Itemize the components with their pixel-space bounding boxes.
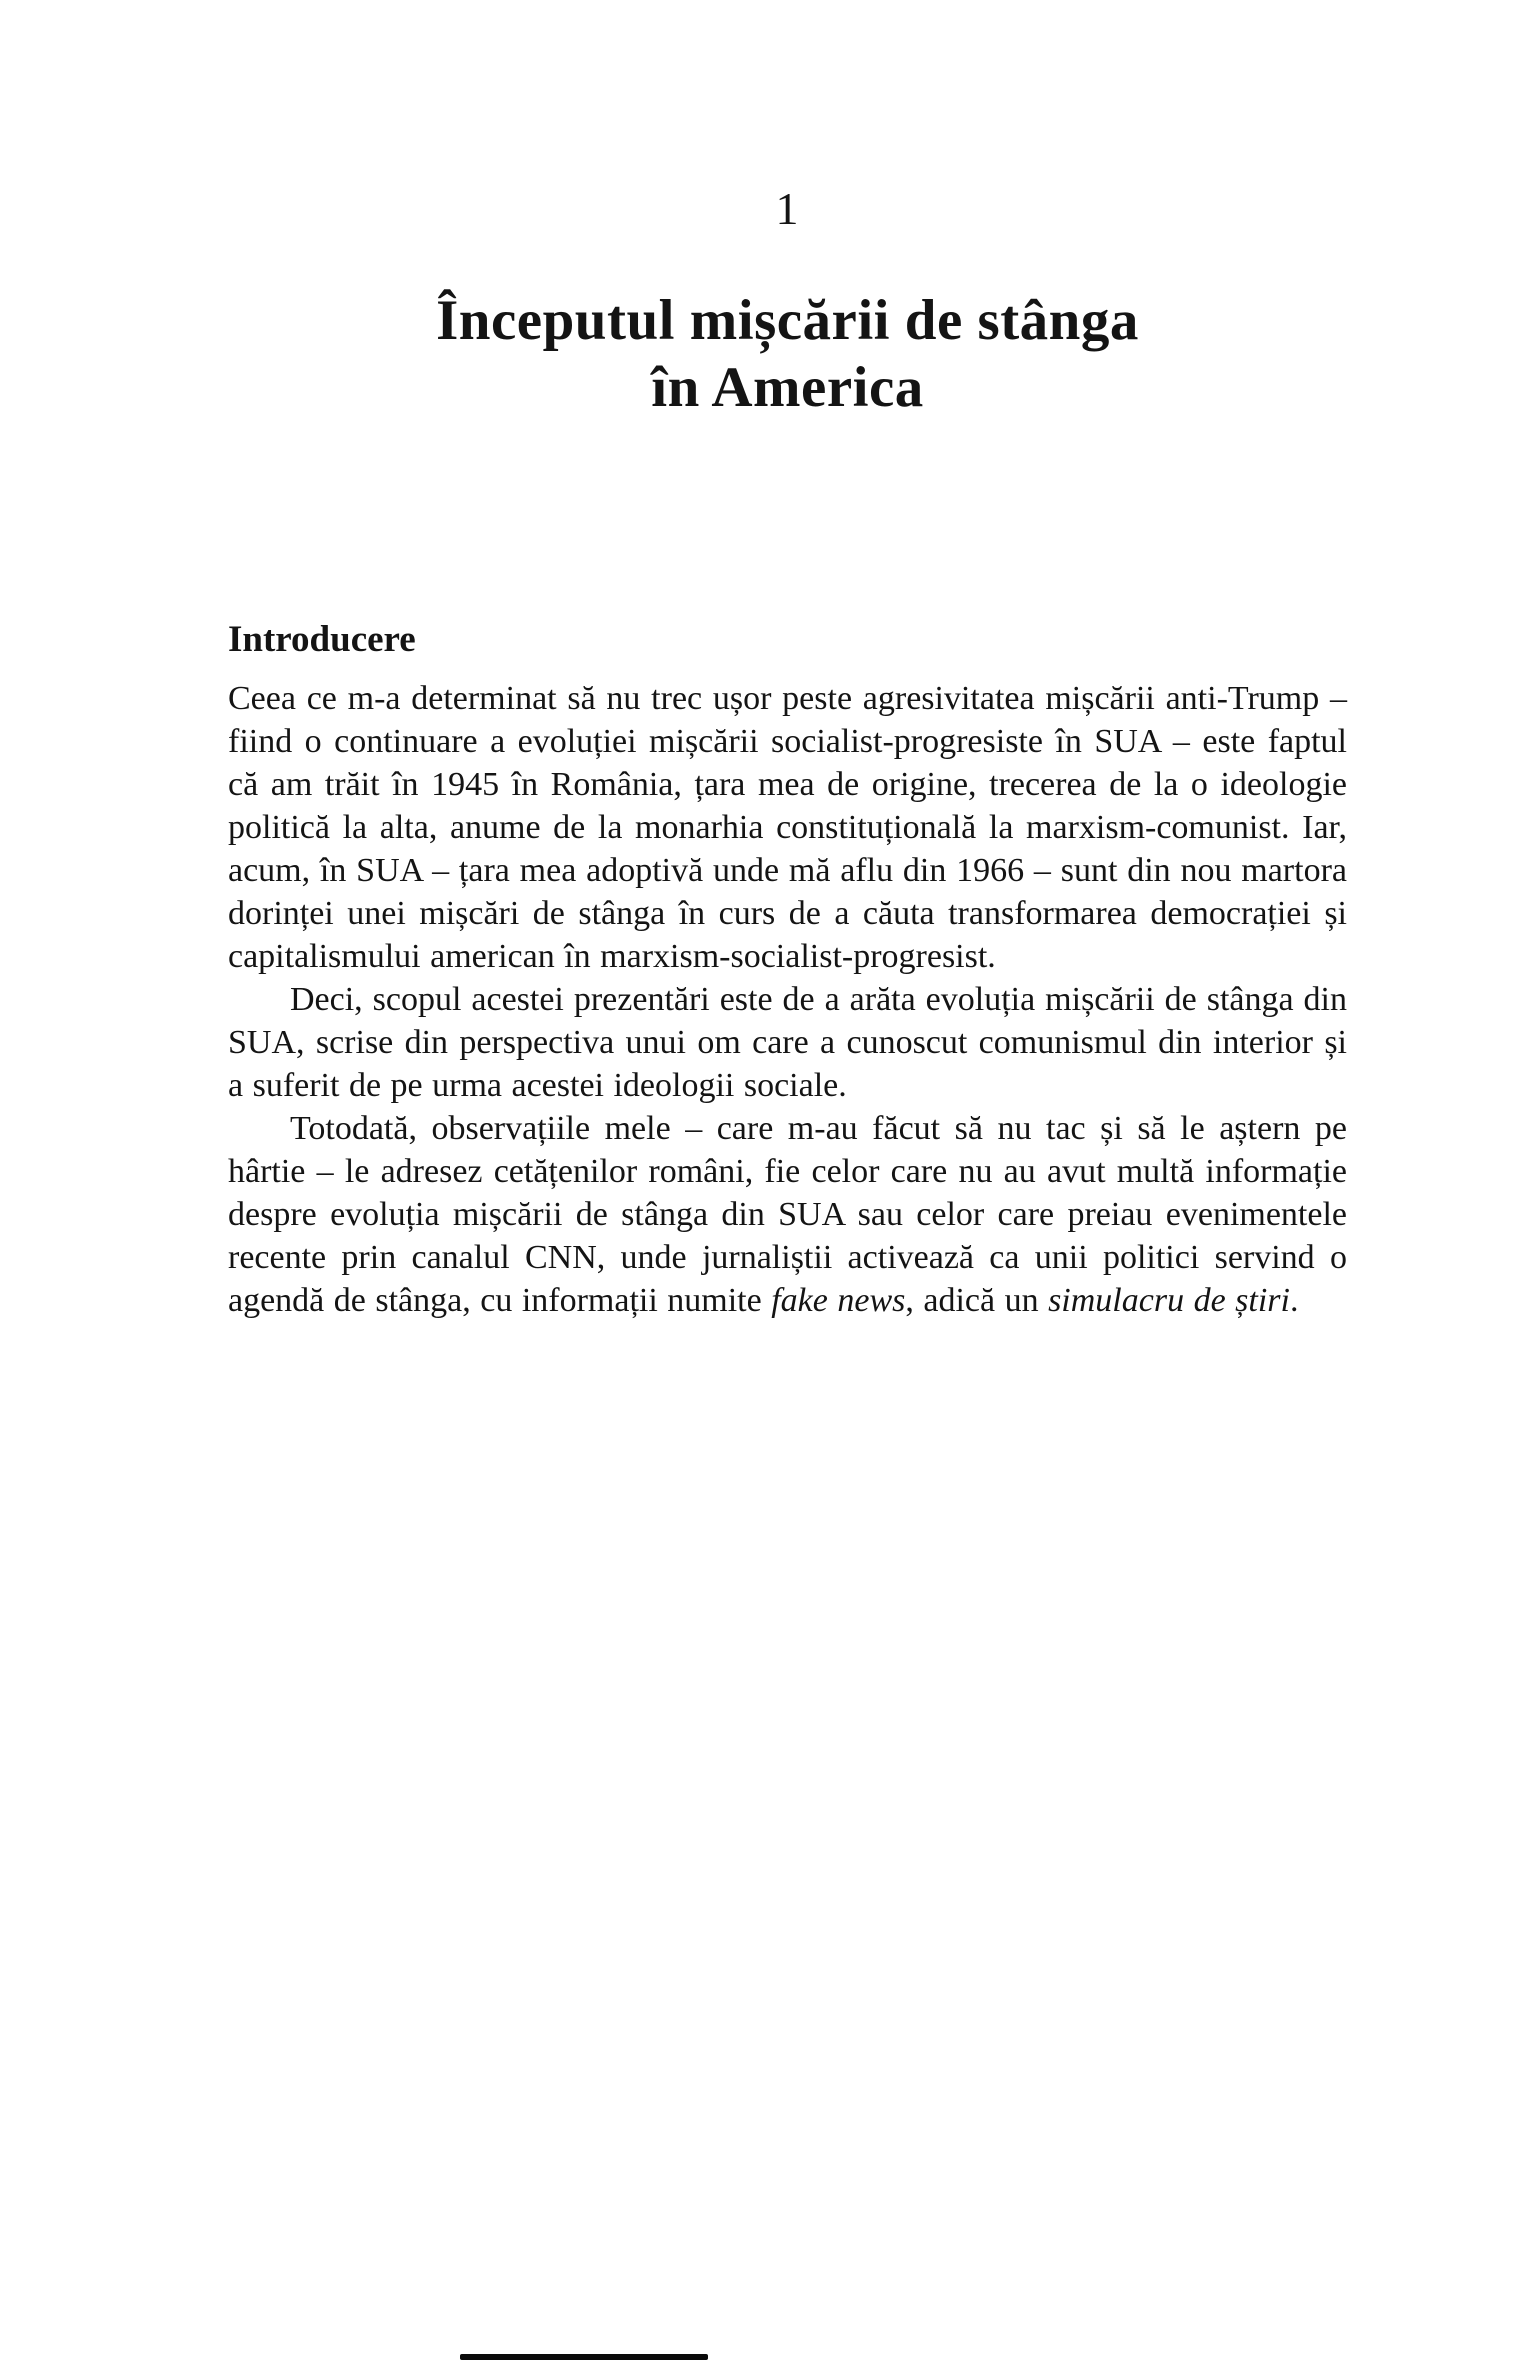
paragraph-3: [228, 1107, 1347, 1322]
paragraph-1: Ceea ce m-a determinat să nu trec ușor peste agresivitatea mișcării anti-Trump – fiind o continuare a evoluției mișcării socialist-progresiste în SUA – este faptul că am trăit în 1945 în România, țara mea de origine, trecerea de la o ideologie politică la alta, anume de la monarhia constituțională la marxism-comunist. Iar, acum, în SUA – țara mea adoptivă unde mă aflu din 1966 – sunt din nou martora dorinței unei mișcări de stânga în curs de a căuta transformarea democrației și capitalismului american în marxism-socialist-progresist.: [228, 679, 1347, 975]
paragraph-3-text-3: .: [1289, 1281, 1299, 1319]
chapter-title: [228, 287, 1347, 422]
chapter-title-line2: în America: [651, 356, 924, 420]
body-text: [228, 677, 1347, 1322]
paragraph-3-italic-fake-news: fake news: [771, 1281, 906, 1319]
paragraph-3-italic-simulacru-de-stiri: simulacru de știri: [1048, 1281, 1290, 1319]
paragraph-3-text-1: Totodată, observațiile mele – care m-au făcut să nu tac și să le aștern pe hârtie – le adresez cetățenilor români, fie celor care nu au avut multă informație despre evoluția mișcării de stânga din SUA sau celor care preiau evenimentele recente prin canalul CNN, unde jurnaliștii activează ca unii politici servind o agendă de stânga, cu informații numite: [228, 1109, 1347, 1319]
chapter-title-line1: Începutul mișcării de stânga: [436, 289, 1139, 352]
chapter-number: 1: [775, 183, 800, 234]
section-heading: Introducere: [228, 618, 416, 660]
paragraph-3-text-2: , adică un: [905, 1281, 1049, 1319]
page-edge-artifact: [460, 2354, 708, 2360]
paragraph-2: Deci, scopul acestei prezentări este de a arăta evoluția mișcării de stânga din SUA, scrise din perspectiva unui om care a cunoscut comunismul din interior și a suferit de pe urma acestei ideologii sociale.: [228, 980, 1347, 1104]
